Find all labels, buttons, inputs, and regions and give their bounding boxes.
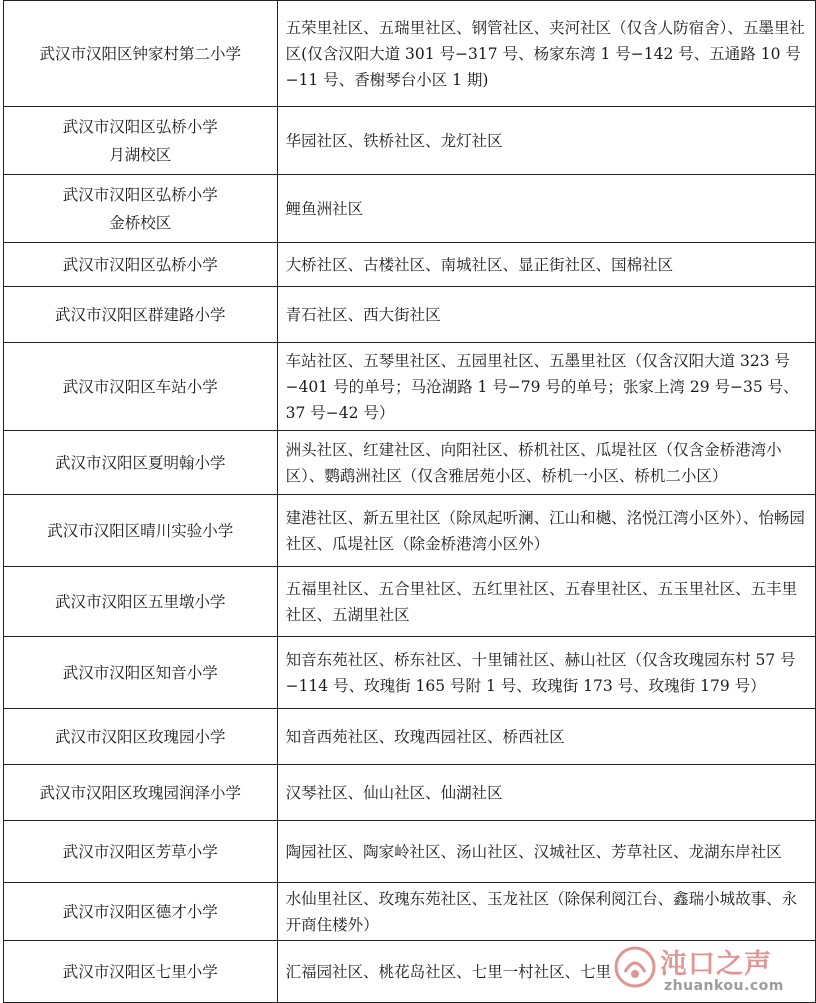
community-scope: 大桥社区、古楼社区、南城社区、显正街社区、国棉社区	[285, 255, 674, 274]
table-row	[4, 765, 816, 821]
school-name: 武汉市汉阳区玫瑰园润泽小学	[39, 783, 242, 802]
school-name: 武汉市汉阳区玫瑰园小学	[55, 727, 226, 746]
table-row	[4, 567, 816, 637]
school-name-cell	[4, 709, 278, 765]
school-name-cell	[4, 343, 278, 431]
community-scope-cell	[277, 243, 815, 287]
school-name-cell	[4, 431, 278, 495]
table-row	[4, 709, 816, 765]
watermark	[612, 942, 810, 998]
community-scope-cell	[277, 495, 815, 567]
community-scope-cell	[277, 821, 815, 883]
table-row	[4, 821, 816, 883]
school-name: 武汉市汉阳区晴川实验小学	[47, 521, 234, 540]
community-scope-cell	[277, 709, 815, 765]
community-scope: 车站社区、五琴里社区、五园里社区、五墨里社区（仅含汉阳大道 323 号−401 号的单号；马沧湖路 1 号−79 号的单号；张家上湾 29 号−35 号、37 号−42 号）	[285, 351, 799, 422]
school-name: 武汉市汉阳区五里墩小学	[55, 592, 226, 611]
school-name: 武汉市汉阳区七里小学	[62, 962, 218, 981]
table-row	[4, 1, 816, 107]
table-row	[4, 495, 816, 567]
community-scope: 华园社区、铁桥社区、龙灯社区	[285, 131, 503, 150]
school-name: 武汉市汉阳区钟家村第二小学	[39, 44, 242, 63]
community-scope: 知音西苑社区、玫瑰西园社区、桥西社区	[285, 727, 565, 746]
community-scope: 水仙里社区、玫瑰东苑社区、玉龙社区（除保利阅江台、鑫瑞小城故事、永开商住楼外）	[285, 889, 798, 934]
school-name: 武汉市汉阳区弘桥小学 金桥校区	[62, 185, 218, 232]
school-name-cell	[4, 637, 278, 709]
school-name-cell	[4, 107, 278, 175]
school-name-cell	[4, 941, 278, 1003]
community-scope: 建港社区、新五里社区（除凤起听澜、江山和樾、洺悦江湾小区外）、怡畅园社区、瓜堤社区（除金桥港湾小区外）	[285, 508, 805, 553]
community-scope-cell	[277, 765, 815, 821]
watermark-url: zhuankou.com	[664, 978, 784, 994]
school-name-cell	[4, 1, 278, 107]
school-name: 武汉市汉阳区弘桥小学	[62, 255, 218, 274]
table-body	[4, 1, 816, 1003]
community-scope: 青石社区、西大街社区	[285, 305, 441, 324]
school-name: 武汉市汉阳区夏明翰小学	[55, 453, 226, 472]
community-scope: 陶园社区、陶家岭社区、汤山社区、汉城社区、芳草社区、龙湖东岸社区	[285, 842, 782, 861]
community-scope: 五福里社区、五合里社区、五红里社区、五春里社区、五玉里社区、五丰里社区、五湖里社区	[285, 579, 798, 624]
school-name: 武汉市汉阳区知音小学	[62, 663, 218, 682]
community-scope: 鲤鱼洲社区	[285, 199, 364, 218]
school-name: 武汉市汉阳区德才小学	[62, 902, 218, 921]
community-scope-cell	[277, 287, 815, 343]
community-scope-cell	[277, 1, 815, 107]
school-name-cell	[4, 883, 278, 941]
school-name-cell	[4, 495, 278, 567]
school-name-cell	[4, 175, 278, 243]
school-name: 武汉市汉阳区车站小学	[62, 377, 218, 396]
community-scope-cell	[277, 175, 815, 243]
school-name-cell	[4, 287, 278, 343]
community-scope-cell	[277, 567, 815, 637]
community-scope-cell	[277, 431, 815, 495]
table-row	[4, 343, 816, 431]
school-name: 武汉市汉阳区群建路小学	[55, 305, 226, 324]
table-row	[4, 287, 816, 343]
community-scope: 洲头社区、红建社区、向阳社区、桥机社区、瓜堤社区（仅含金桥港湾小区）、鹦鹉洲社区（仅含雅居苑小区、桥机一小区、桥机二小区）	[285, 440, 782, 485]
table-row	[4, 243, 816, 287]
community-scope: 汇福园社区、桃花岛社区、七里一村社区、七里	[285, 962, 612, 981]
community-scope: 汉琴社区、仙山社区、仙湖社区	[285, 783, 503, 802]
table-row	[4, 883, 816, 941]
school-name-cell	[4, 243, 278, 287]
community-scope: 五荣里社区、五瑞里社区、钢管社区、夹河社区（仅含人防宿舍）、五墨里社区(仅含汉阳大道 301 号−317 号、杨家东湾 1 号−142 号、五通路 10 号−11 号、香榭琴台小区 1 期)	[285, 18, 805, 89]
school-name: 武汉市汉阳区芳草小学	[62, 842, 218, 861]
school-name-cell	[4, 765, 278, 821]
watermark-logo-icon	[612, 944, 658, 990]
community-scope-cell	[277, 637, 815, 709]
table-row	[4, 107, 816, 175]
community-scope: 知音东苑社区、桥东社区、十里铺社区、赫山社区（仅含玫瑰园东村 57 号−114 号、玫瑰街 165 号附 1 号、玫瑰街 173 号、玫瑰街 179 号）	[285, 650, 796, 695]
community-scope-cell	[277, 883, 815, 941]
table-row	[4, 637, 816, 709]
watermark-brand: 沌口之声	[660, 949, 772, 980]
school-name: 武汉市汉阳区弘桥小学 月湖校区	[62, 117, 218, 164]
enrollment-zone-table	[3, 0, 816, 1003]
table-row	[4, 175, 816, 243]
school-name-cell	[4, 821, 278, 883]
table-row	[4, 431, 816, 495]
community-scope-cell	[277, 107, 815, 175]
school-name-cell	[4, 567, 278, 637]
community-scope-cell	[277, 343, 815, 431]
